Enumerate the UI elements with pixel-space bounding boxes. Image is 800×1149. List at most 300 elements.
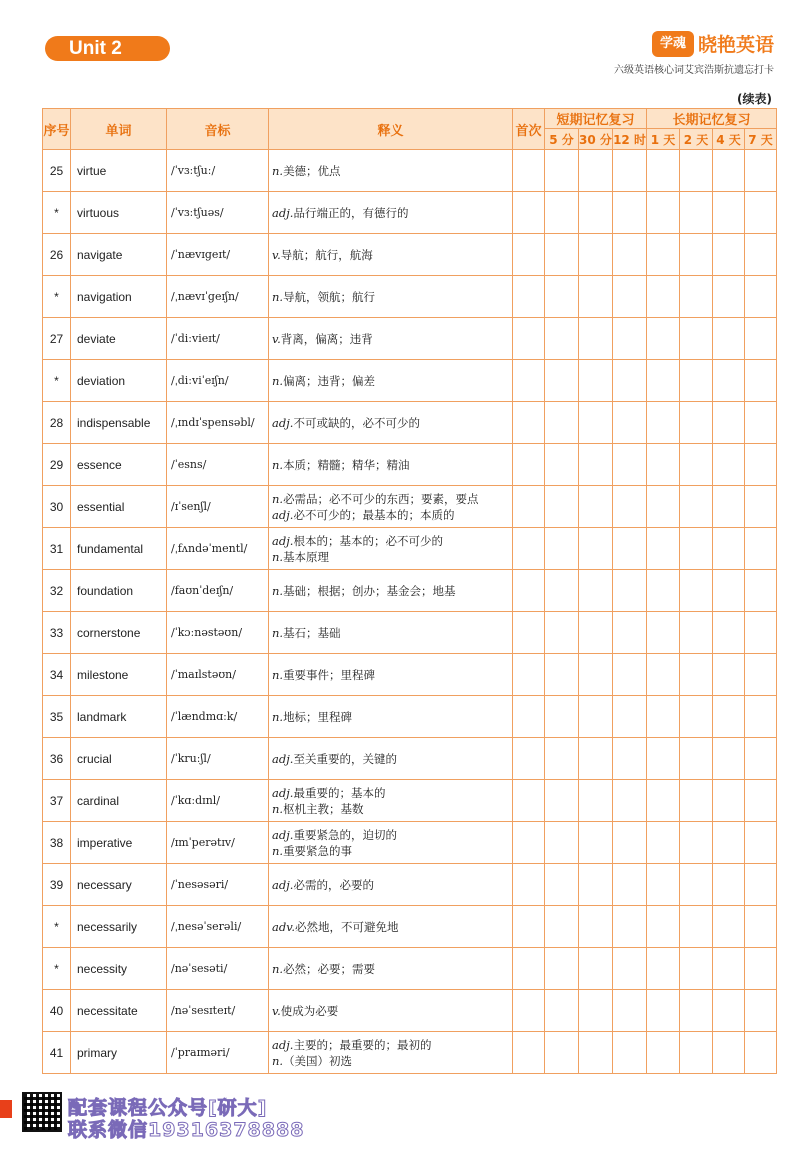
- qr-code-icon[interactable]: [22, 1092, 62, 1132]
- row-number: 29: [43, 444, 71, 486]
- header-30min: 30 分: [579, 129, 613, 150]
- row-word: deviation: [71, 360, 167, 402]
- definition-line-1: adj.主要的；最重要的；最初的: [272, 1037, 432, 1052]
- row-definition: [269, 864, 513, 906]
- checkbox-cell-1day: [647, 738, 680, 780]
- checkbox-cell-4day: [713, 570, 745, 612]
- part-of-speech: n.: [272, 373, 284, 388]
- row-word: crucial: [71, 738, 167, 780]
- checkbox-cell-7day: [745, 570, 777, 612]
- checkbox-cell-4day: [713, 528, 745, 570]
- checkbox-cell-5min: [545, 360, 579, 402]
- vocabulary-table: [42, 108, 777, 1074]
- checkbox-cell-first: [513, 738, 545, 780]
- row-word: navigate: [71, 234, 167, 276]
- row-number: *: [43, 906, 71, 948]
- header-12h: 12 时: [613, 129, 647, 150]
- row-phonetic: /ˈkɔːnəstəʊn/: [167, 612, 269, 654]
- checkbox-cell-4day: [713, 780, 745, 822]
- definition-line-1: adj.品行端正的，有德行的: [272, 205, 409, 220]
- checkbox-cell-2day: [680, 360, 713, 402]
- checkbox-cell-30min: [579, 738, 613, 780]
- checkbox-cell-2day: [680, 780, 713, 822]
- checkbox-cell-2day: [680, 402, 713, 444]
- checkbox-cell-5min: [545, 780, 579, 822]
- table-row: [43, 822, 777, 864]
- checkbox-cell-1day: [647, 696, 680, 738]
- checkbox-cell-5min: [545, 318, 579, 360]
- row-number: *: [43, 360, 71, 402]
- part-of-speech: n.: [272, 289, 284, 304]
- continued-label: (续表): [737, 92, 772, 106]
- row-phonetic: /ˈesns/: [167, 444, 269, 486]
- checkbox-cell-first: [513, 318, 545, 360]
- table-row: [43, 990, 777, 1032]
- row-number: 32: [43, 570, 71, 612]
- checkbox-cell-4day: [713, 696, 745, 738]
- checkbox-cell-12h: [613, 948, 647, 990]
- table-row: [43, 276, 777, 318]
- checkbox-cell-first: [513, 150, 545, 192]
- part-of-speech: n.: [272, 457, 284, 472]
- checkbox-cell-12h: [613, 906, 647, 948]
- checkbox-cell-4day: [713, 822, 745, 864]
- checkbox-cell-first: [513, 990, 545, 1032]
- checkbox-cell-12h: [613, 780, 647, 822]
- row-number: 37: [43, 780, 71, 822]
- checkbox-cell-1day: [647, 990, 680, 1032]
- checkbox-cell-7day: [745, 192, 777, 234]
- row-word: virtue: [71, 150, 167, 192]
- header-phonetic: 音标: [167, 109, 269, 150]
- checkbox-cell-7day: [745, 738, 777, 780]
- part-of-speech: adj.: [272, 827, 294, 842]
- row-definition: [269, 360, 513, 402]
- checkbox-cell-4day: [713, 402, 745, 444]
- checkbox-cell-1day: [647, 276, 680, 318]
- checkbox-cell-1day: [647, 192, 680, 234]
- checkbox-cell-12h: [613, 696, 647, 738]
- checkbox-cell-30min: [579, 864, 613, 906]
- part-of-speech: v.: [272, 247, 281, 262]
- checkbox-cell-first: [513, 402, 545, 444]
- checkbox-cell-12h: [613, 276, 647, 318]
- definition-line-1: n.美德；优点: [272, 163, 341, 178]
- checkbox-cell-12h: [613, 864, 647, 906]
- checkbox-cell-1day: [647, 654, 680, 696]
- row-word: essential: [71, 486, 167, 528]
- checkbox-cell-4day: [713, 906, 745, 948]
- checkbox-cell-5min: [545, 192, 579, 234]
- part-of-speech: adv.: [272, 919, 296, 934]
- definition-line-1: n.必然；必要；需要: [272, 961, 376, 976]
- checkbox-cell-12h: [613, 822, 647, 864]
- part-of-speech: n.: [272, 583, 284, 598]
- row-word: primary: [71, 1032, 167, 1074]
- checkbox-cell-1day: [647, 486, 680, 528]
- header-2day: 2 天: [680, 129, 713, 150]
- checkbox-cell-12h: [613, 444, 647, 486]
- row-definition: [269, 150, 513, 192]
- checkbox-cell-2day: [680, 906, 713, 948]
- checkbox-cell-5min: [545, 864, 579, 906]
- row-word: necessitate: [71, 990, 167, 1032]
- checkbox-cell-30min: [579, 654, 613, 696]
- checkbox-cell-4day: [713, 1032, 745, 1074]
- checkbox-cell-4day: [713, 738, 745, 780]
- checkbox-cell-1day: [647, 864, 680, 906]
- checkbox-cell-1day: [647, 444, 680, 486]
- checkbox-cell-12h: [613, 150, 647, 192]
- part-of-speech: v.: [272, 331, 281, 346]
- table-row: [43, 1032, 777, 1074]
- row-definition: [269, 948, 513, 990]
- checkbox-cell-30min: [579, 318, 613, 360]
- checkbox-cell-5min: [545, 1032, 579, 1074]
- checkbox-cell-1day: [647, 234, 680, 276]
- checkbox-cell-5min: [545, 612, 579, 654]
- part-of-speech: n.: [272, 961, 284, 976]
- row-number: 38: [43, 822, 71, 864]
- checkbox-cell-2day: [680, 276, 713, 318]
- checkbox-cell-30min: [579, 360, 613, 402]
- checkbox-cell-1day: [647, 612, 680, 654]
- brand-name: 晓艳英语: [697, 34, 774, 56]
- checkbox-cell-first: [513, 570, 545, 612]
- row-definition: [269, 276, 513, 318]
- definition-line-1: adj.重要紧急的，迫切的: [272, 827, 397, 842]
- definition-line-1: adj.必需的，必要的: [272, 877, 374, 892]
- checkbox-cell-4day: [713, 948, 745, 990]
- part-of-speech: adj.: [272, 415, 294, 430]
- definition-line-2: n.（美国）初选: [272, 1053, 353, 1068]
- checkbox-cell-4day: [713, 612, 745, 654]
- row-number: 27: [43, 318, 71, 360]
- row-phonetic: /ɪmˈperətɪv/: [167, 822, 269, 864]
- row-word: essence: [71, 444, 167, 486]
- checkbox-cell-30min: [579, 906, 613, 948]
- checkbox-cell-30min: [579, 570, 613, 612]
- definition-line-1: n.导航，领航；航行: [272, 289, 376, 304]
- checkbox-cell-first: [513, 486, 545, 528]
- row-number: 26: [43, 234, 71, 276]
- header-1day: 1 天: [647, 129, 680, 150]
- part-of-speech: n.: [272, 1053, 284, 1068]
- row-number: *: [43, 276, 71, 318]
- definition-line-1: adj.根本的；基本的；必不可少的: [272, 533, 443, 548]
- brand: [652, 30, 774, 57]
- checkbox-cell-first: [513, 192, 545, 234]
- checkbox-cell-7day: [745, 276, 777, 318]
- checkbox-cell-7day: [745, 654, 777, 696]
- header-long-term: 长期记忆复习: [647, 109, 777, 129]
- row-number: 31: [43, 528, 71, 570]
- row-definition: [269, 696, 513, 738]
- row-word: cardinal: [71, 780, 167, 822]
- checkbox-cell-7day: [745, 948, 777, 990]
- table-row: [43, 318, 777, 360]
- part-of-speech: n.: [272, 163, 284, 178]
- table-row: [43, 570, 777, 612]
- row-number: 36: [43, 738, 71, 780]
- row-definition: [269, 906, 513, 948]
- table-row: [43, 444, 777, 486]
- checkbox-cell-5min: [545, 528, 579, 570]
- checkbox-cell-first: [513, 360, 545, 402]
- checkbox-cell-30min: [579, 696, 613, 738]
- checkbox-cell-5min: [545, 402, 579, 444]
- checkbox-cell-7day: [745, 612, 777, 654]
- checkbox-cell-30min: [579, 486, 613, 528]
- row-phonetic: /ɪˈsenʃl/: [167, 486, 269, 528]
- table-row: [43, 192, 777, 234]
- checkbox-cell-1day: [647, 906, 680, 948]
- table-row: [43, 696, 777, 738]
- definition-line-2: n.重要紧急的事: [272, 843, 353, 858]
- table-row: [43, 150, 777, 192]
- checkbox-cell-5min: [545, 234, 579, 276]
- definition-line-1: n.基础；根据；创办；基金会；地基: [272, 583, 456, 598]
- checkbox-cell-2day: [680, 486, 713, 528]
- checkbox-cell-first: [513, 444, 545, 486]
- part-of-speech: adj.: [272, 751, 294, 766]
- header-definition: 释义: [269, 109, 513, 150]
- part-of-speech: v.: [272, 1003, 281, 1018]
- checkbox-cell-2day: [680, 822, 713, 864]
- row-phonetic: /ˈpraɪməri/: [167, 1032, 269, 1074]
- checkbox-cell-first: [513, 780, 545, 822]
- checkbox-cell-30min: [579, 780, 613, 822]
- checkbox-cell-7day: [745, 864, 777, 906]
- header-4day: 4 天: [713, 129, 745, 150]
- checkbox-cell-1day: [647, 948, 680, 990]
- row-number: 35: [43, 696, 71, 738]
- row-definition: [269, 654, 513, 696]
- part-of-speech: adj.: [272, 533, 294, 548]
- row-word: cornerstone: [71, 612, 167, 654]
- checkbox-cell-2day: [680, 654, 713, 696]
- checkbox-cell-1day: [647, 528, 680, 570]
- part-of-speech: n.: [272, 843, 284, 858]
- checkbox-cell-12h: [613, 612, 647, 654]
- part-of-speech: n.: [272, 667, 284, 682]
- definition-line-1: n.基石；基础: [272, 625, 341, 640]
- checkbox-cell-2day: [680, 192, 713, 234]
- row-number: *: [43, 948, 71, 990]
- table-row: [43, 402, 777, 444]
- checkbox-cell-7day: [745, 150, 777, 192]
- row-phonetic: /ˌnævɪˈgeɪʃn/: [167, 276, 269, 318]
- checkbox-cell-5min: [545, 444, 579, 486]
- checkbox-cell-2day: [680, 318, 713, 360]
- row-number: 25: [43, 150, 71, 192]
- checkbox-cell-1day: [647, 1032, 680, 1074]
- row-number: 30: [43, 486, 71, 528]
- definition-line-1: adv.必然地，不可避免地: [272, 919, 399, 934]
- checkbox-cell-2day: [680, 570, 713, 612]
- definition-line-1: n.偏离；违背；偏差: [272, 373, 376, 388]
- checkbox-cell-12h: [613, 402, 647, 444]
- row-phonetic: /ˈvɜːtʃuəs/: [167, 192, 269, 234]
- checkbox-cell-4day: [713, 654, 745, 696]
- row-phonetic: /ˈkɑːdɪnl/: [167, 780, 269, 822]
- row-definition: [269, 402, 513, 444]
- row-word: necessary: [71, 864, 167, 906]
- part-of-speech: n.: [272, 709, 284, 724]
- definition-line-1: v.导航；航行，航海: [272, 247, 373, 262]
- checkbox-cell-first: [513, 1032, 545, 1074]
- row-phonetic: /ˌdiːviˈeɪʃn/: [167, 360, 269, 402]
- row-phonetic: /ˈdiːvieɪt/: [167, 318, 269, 360]
- checkbox-cell-30min: [579, 1032, 613, 1074]
- checkbox-cell-12h: [613, 360, 647, 402]
- definition-line-2: n.枢机主教；基数: [272, 801, 364, 816]
- checkbox-cell-7day: [745, 444, 777, 486]
- row-word: fundamental: [71, 528, 167, 570]
- footer-ad: [0, 1090, 330, 1140]
- row-phonetic: /ˌnesəˈserəli/: [167, 906, 269, 948]
- checkbox-cell-5min: [545, 150, 579, 192]
- unit-label: Unit 2: [45, 36, 170, 61]
- checkbox-cell-7day: [745, 780, 777, 822]
- row-number: 39: [43, 864, 71, 906]
- checkbox-cell-5min: [545, 654, 579, 696]
- checkbox-cell-5min: [545, 276, 579, 318]
- checkbox-cell-1day: [647, 360, 680, 402]
- row-phonetic: /ˈkruːʃl/: [167, 738, 269, 780]
- checkbox-cell-2day: [680, 990, 713, 1032]
- row-word: necessarily: [71, 906, 167, 948]
- row-definition: [269, 1032, 513, 1074]
- checkbox-cell-4day: [713, 150, 745, 192]
- definition-line-1: n.必需品；必不可少的东西；要素，要点: [272, 491, 479, 506]
- row-definition: [269, 738, 513, 780]
- checkbox-cell-5min: [545, 696, 579, 738]
- checkbox-cell-7day: [745, 696, 777, 738]
- checkbox-cell-2day: [680, 948, 713, 990]
- checkbox-cell-4day: [713, 276, 745, 318]
- row-phonetic: /ˈlændmɑːk/: [167, 696, 269, 738]
- checkbox-cell-4day: [713, 192, 745, 234]
- table-row: [43, 234, 777, 276]
- checkbox-cell-first: [513, 696, 545, 738]
- table-row: [43, 360, 777, 402]
- table-row: [43, 654, 777, 696]
- checkbox-cell-12h: [613, 1032, 647, 1074]
- header-short-term: 短期记忆复习: [545, 109, 647, 129]
- row-word: foundation: [71, 570, 167, 612]
- checkbox-cell-1day: [647, 402, 680, 444]
- checkbox-cell-first: [513, 276, 545, 318]
- row-number: 28: [43, 402, 71, 444]
- checkbox-cell-first: [513, 906, 545, 948]
- checkbox-cell-first: [513, 864, 545, 906]
- row-definition: [269, 318, 513, 360]
- definition-line-1: n.重要事件；里程碑: [272, 667, 376, 682]
- checkbox-cell-2day: [680, 528, 713, 570]
- checkbox-cell-1day: [647, 318, 680, 360]
- checkbox-cell-5min: [545, 906, 579, 948]
- row-word: imperative: [71, 822, 167, 864]
- checkbox-cell-30min: [579, 402, 613, 444]
- checkbox-cell-30min: [579, 528, 613, 570]
- checkbox-cell-7day: [745, 990, 777, 1032]
- checkbox-cell-12h: [613, 234, 647, 276]
- part-of-speech: adj.: [272, 785, 294, 800]
- checkbox-cell-4day: [713, 360, 745, 402]
- checkbox-cell-4day: [713, 318, 745, 360]
- checkbox-cell-1day: [647, 822, 680, 864]
- row-number: 34: [43, 654, 71, 696]
- checkbox-cell-7day: [745, 906, 777, 948]
- row-phonetic: /ˈnævɪgeɪt/: [167, 234, 269, 276]
- definition-line-2: adj.必不可少的；最基本的；本质的: [272, 507, 455, 522]
- row-definition: [269, 780, 513, 822]
- checkbox-cell-first: [513, 948, 545, 990]
- header-num: 序号: [43, 109, 71, 150]
- checkbox-cell-4day: [713, 990, 745, 1032]
- checkbox-cell-first: [513, 654, 545, 696]
- checkbox-cell-12h: [613, 486, 647, 528]
- part-of-speech: n.: [272, 491, 284, 506]
- row-number: 41: [43, 1032, 71, 1074]
- checkbox-cell-7day: [745, 234, 777, 276]
- checkbox-cell-2day: [680, 864, 713, 906]
- checkbox-cell-30min: [579, 444, 613, 486]
- checkbox-cell-2day: [680, 1032, 713, 1074]
- definition-line-1: adj.最重要的；基本的: [272, 785, 386, 800]
- table-row: [43, 738, 777, 780]
- row-definition: [269, 990, 513, 1032]
- checkbox-cell-1day: [647, 150, 680, 192]
- checkbox-cell-7day: [745, 822, 777, 864]
- checkbox-cell-first: [513, 528, 545, 570]
- row-definition: [269, 234, 513, 276]
- header-7day: 7 天: [745, 129, 777, 150]
- checkbox-cell-4day: [713, 486, 745, 528]
- checkbox-cell-first: [513, 612, 545, 654]
- definition-line-1: n.本质；精髓；精华；精油: [272, 457, 410, 472]
- row-phonetic: /faʊnˈdeɪʃn/: [167, 570, 269, 612]
- checkbox-cell-12h: [613, 570, 647, 612]
- checkbox-cell-5min: [545, 822, 579, 864]
- brand-logo-icon: 学魂: [652, 31, 694, 57]
- table-row: [43, 906, 777, 948]
- checkbox-cell-12h: [613, 654, 647, 696]
- table-row: [43, 948, 777, 990]
- definition-line-1: v.使成为必要: [272, 1003, 339, 1018]
- row-word: navigation: [71, 276, 167, 318]
- checkbox-cell-7day: [745, 402, 777, 444]
- header-first: 首次: [513, 109, 545, 150]
- table-row: [43, 528, 777, 570]
- row-phonetic: /ˌfʌndəˈmentl/: [167, 528, 269, 570]
- row-phonetic: /ˈmaɪlstəʊn/: [167, 654, 269, 696]
- checkbox-cell-5min: [545, 738, 579, 780]
- checkbox-cell-2day: [680, 234, 713, 276]
- checkbox-cell-30min: [579, 192, 613, 234]
- checkbox-cell-12h: [613, 192, 647, 234]
- checkbox-cell-2day: [680, 738, 713, 780]
- checkbox-cell-30min: [579, 822, 613, 864]
- part-of-speech: n.: [272, 801, 284, 816]
- checkbox-cell-2day: [680, 444, 713, 486]
- definition-line-1: adj.至关重要的，关键的: [272, 751, 397, 766]
- checkbox-cell-5min: [545, 570, 579, 612]
- row-number: *: [43, 192, 71, 234]
- row-definition: [269, 192, 513, 234]
- checkbox-cell-12h: [613, 738, 647, 780]
